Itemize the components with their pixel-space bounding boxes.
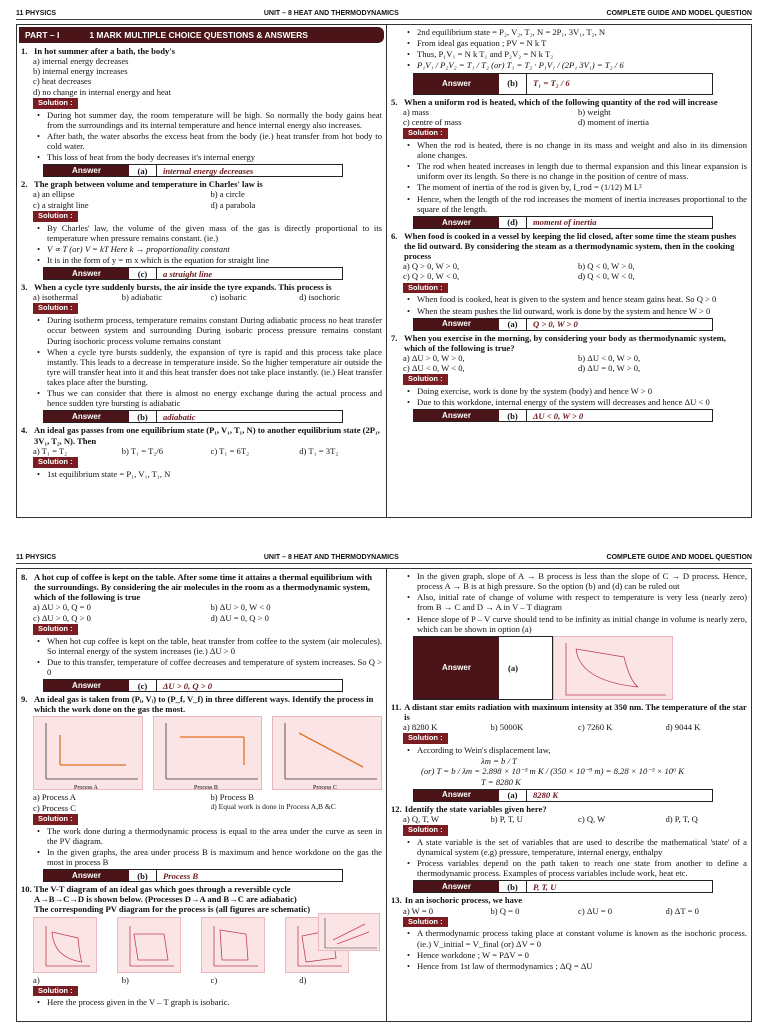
solution-label: Solution :: [403, 917, 448, 928]
solution-label: Solution :: [403, 825, 448, 836]
question-10: 10. The V-T diagram of an ideal gas which goes through a reversible cycle A→B→C→D is shown below. (Processes D→A and B→C are adiabatic) The corresponding PV diagram for the process is (all figures are schematic): [21, 884, 311, 915]
options-q2: a) an ellipse b) a circle c) a straight line d) a parabola: [33, 189, 256, 210]
equation: • V ∝ T (or) V = kT Here k → proportionality constant: [47, 244, 382, 254]
solution-q4: • 1st equilibrium state = P₁, V₁, T₁, N: [21, 469, 382, 479]
options-q4: a) T₁ = T₂ b) T₁ = T₂/6 c) T₁ = 6T₂ d) T₁ = 3T₂: [33, 445, 339, 456]
options-q8: a) ΔU > 0, Q = 0 b) ΔU > 0, W < 0 c) ΔU > 0, Q > 0 d) ΔU = 0, Q > 0: [33, 602, 271, 623]
options-q9: a) Process A b) Process B c) Process C d) Equal work is done in Process A,B &C: [33, 792, 336, 813]
page-2: [16, 552, 752, 1022]
right-column: [387, 25, 751, 517]
page-header: [16, 552, 752, 564]
options-q1: a) internal energy decreases b) internal energy increases c) heat decreases d) no change in internal energy and heat: [33, 56, 172, 97]
pv-diagram-process-b: [153, 716, 263, 790]
solution-q8: • When hot cup coffee is kept on the table, heat transfer from coffee to the system (air molecules). So internal energy of the system increases (ie.) ΔU > 0 • Due to this transfer, temperature of coffee decreases and temperature of system increases. So Q > 0: [21, 636, 382, 678]
solution-q5: • When the rod is heated, there is no change in its mass and weight and also in its dimension alone changes. • The rod when heated increases in length due to thermal expansion and this linear expansion is uniform over its length. So there is no change in the position of centre of mass. • The moment of inertia of the rod is given by, I_rod = (1/12) M L² • Hence, when the length of the rod increases the moment of inertia increases proportional to the square of the length.: [391, 140, 747, 214]
page-1: [16, 8, 752, 518]
solution-label: Solution :: [403, 283, 448, 294]
answer-box-q9: Answer (b) Process B: [43, 869, 343, 882]
solution-label: Solution :: [403, 374, 448, 385]
question-12: 12. Identify the state variables given here?: [391, 803, 547, 814]
solution-q11: • According to Wein's displacement law,: [391, 745, 747, 755]
right-column: [387, 569, 751, 1021]
header-subject: 11 PHYSICS: [16, 9, 57, 17]
answer-box-q2: Answer (c) a straight line: [43, 267, 343, 280]
options-q13: a) W = 0 b) Q = 0 c) ΔU = 0 d) ΔT = 0: [403, 905, 699, 916]
options-q5: a) mass b) weight c) centre of mass d) moment of inertia: [403, 106, 649, 127]
solution-q10-continued: • In the given graph, slope of A → B process is less than the slope of C → D process. Hence, process A → B is at high pressure. So the option (b) and (d) can be ruled out • Also, initial rate of change of volume with respect to temperature is very less (nearly zero) from B → C and D → A in V – T diagram • Hence slope of P – V curve should tend to be infinity as initial change in volume is nearly zero, which can be shown in option (a): [391, 571, 747, 634]
option-a-diagram: [33, 917, 97, 973]
solution-label: Solution :: [33, 98, 78, 109]
question-4: 4. An ideal gas passes from one equilibrium state (P₁, V₁, T₁, N) to another equilibrium state (2P₁, 3V₁, T₂, N). Then: [21, 425, 380, 446]
left-column: [17, 569, 387, 1021]
options-q3: a) isothermal b) adiabatic c) isobaric d) isochoric: [33, 292, 341, 303]
answer-box-q1: Answer (a) internal energy decreases: [43, 164, 343, 177]
answer-box-q3: Answer (b) adiabatic: [43, 410, 343, 423]
options-q10: a) b) c) d): [33, 974, 307, 985]
equation-wien: λm = b / T: [481, 756, 517, 767]
question-8: 8. A hot cup of coffee is kept on the table. After some time it attains a thermal equilibrium with the surroundings. By considering the air molecules in the room as a thermodynamic system, which of the following is true: [21, 572, 373, 603]
answer-diagram-q10: [553, 636, 673, 700]
solution-label: Solution :: [33, 457, 78, 468]
answer-box-q10: Answer (a): [413, 636, 553, 700]
solution-label: Solution :: [33, 814, 78, 825]
option-b-diagram: [117, 917, 181, 973]
answer-box-q6: Answer (a) Q > 0, W > 0: [413, 318, 713, 331]
options-q7: a) ΔU > 0, W > 0, b) ΔU < 0, W > 0, c) ΔU < 0, W < 0, d) ΔU = 0, W > 0,: [403, 352, 641, 374]
question-1: 1. In hot summer after a bath, the body's: [21, 46, 176, 57]
header-book: COMPLETE GUIDE AND MODEL QUESTION: [606, 9, 752, 17]
answer-box-q12: Answer (b) P, T, U: [413, 880, 713, 893]
pv-diagram-process-c: [272, 716, 382, 790]
part-label: PART – I: [25, 30, 60, 40]
solution-q10: • Here the process given in the V – T graph is isobaric.: [21, 997, 382, 1007]
solution-label: Solution :: [33, 986, 78, 997]
header-book: COMPLETE GUIDE AND MODEL QUESTION: [606, 553, 752, 561]
solution-q2: • By Charles' law, the volume of the given mass of the gas is directly proportional to its temperature when pressure remains constant. (ie.) • V ∝ T (or) V = kT Here k → proportionality constant • It is in the form of y = m x which is the equation for straight line: [21, 223, 382, 266]
part-banner: [19, 27, 384, 43]
options-q6: a) Q > 0, W > 0, b) Q < 0, W > 0, c) Q > 0, W < 0, d) Q < 0, W < 0,: [403, 261, 635, 282]
question-7: 7. When you exercise in the morning, by considering your body as thermodynamic system, which of the following is true?: [391, 332, 726, 353]
solution-label: Solution :: [403, 733, 448, 744]
caption-process-b: Process B: [193, 785, 218, 791]
question-3: 3. When a cycle tyre suddenly bursts, the air inside the tyre expands. This process is: [21, 282, 332, 293]
equation: • P₁V₁ / P₂V₂ = T₁ / T₂ (or) T₁ = T₂ · P₁V₁ / (2P₁ 3V₁) = T₂ / 6: [417, 60, 747, 70]
solution-q7: • Doing exercise, work is done by the system (body) and hence W > 0 • Due to this workdone, internal energy of the system will decreases and hence ΔU < 0: [391, 386, 747, 407]
answer-box-q11: Answer (a) 8280 K: [413, 789, 713, 802]
question-5: 5. When a uniform rod is heated, which of the following quantity of the rod will increase: [391, 96, 718, 107]
page-header: [16, 8, 752, 20]
header-unit: UNIT – 8 HEAT AND THERMODYNAMICS: [263, 553, 399, 561]
answer-box-q7: Answer (b) ΔU < 0, W > 0: [413, 409, 713, 422]
question-11: 11. A distant star emits radiation with maximum intensity at 350 nm. The temperature of the star is: [391, 701, 747, 722]
option-c-diagram: [201, 917, 265, 973]
equation-temperature: (or) T = b / λm = 2.898 × 10⁻³ m K / (350 × 10⁻⁹ m) = 8.28 × 10⁻³ × 10⁶ K: [421, 766, 684, 777]
solution-q3: • During isotherm process, temperature remains constant During adiabatic process no heat transfer occur between system and surrounding During isobaric process pressure remains constant During isochoric process volume remains constant • When a cycle tyre bursts suddenly, the expansion of tyre is rapid and this process take place instantly. This leads to a decrease in temperature inside. So the higher temperature air outside the tyre will transfer heat into it and this heat transfer does not take place instantly. (ie.) Heat transfer takes place after the bursting. • Thus we can consider that there is almost no energy exchange during the actual process and hence sudden tyre bursting is adiabatic: [21, 315, 382, 408]
left-column: [17, 25, 387, 517]
solution-q6: • When food is cooked, heat is given to the system and hence steam gains heat. So Q > 0 • When the steam pushes the lid outward, work is done by the system and hence W > 0: [391, 294, 747, 315]
answer-box-q8: Answer (c) ΔU > 0, Q > 0: [43, 679, 343, 692]
solution-q4-continued: • 2nd equilibrium state = P₂, V₂, T₂, N = 2P₁, 3V₁, T₂, N • From ideal gas equation ; PV = N k T • Thus, P₁V₁ = N k T₁ and P₂V₂ = N k T₂ • P₁V₁ / P₂V₂ = T₁ / T₂ (or) T₁ = T₂ · P₁V₁ / (2P₁ 3V₁) = T₂ / 6: [391, 27, 747, 71]
question-6: 6. When food is cooked in a vessel by keeping the lid closed, after some time the steam pushes the lid outward. By considering the steam as a thermodynamic system, then in the cooking process: [391, 230, 737, 262]
caption-process-c: Process C: [313, 785, 338, 791]
answer-row-q10: [413, 636, 747, 700]
header-unit: UNIT – 8 HEAT AND THERMODYNAMICS: [263, 9, 399, 17]
content-frame: [16, 24, 752, 518]
question-13: 13. In an isochoric process, we have: [391, 895, 523, 906]
pv-diagrams-q9: [21, 716, 382, 790]
solution-label: Solution :: [33, 624, 78, 635]
solution-label: Solution :: [403, 128, 448, 139]
answer-box-q4: Answer (b) T₁ = T₂ / 6: [413, 73, 713, 95]
equation-result: T = 8280 K: [481, 776, 521, 787]
question-9: 9. An ideal gas is taken from (Pᵢ, Vᵢ) to (P_f, V_f) in three different ways. Identify the process in which the work done on the gas the most.: [21, 694, 374, 715]
header-subject: 11 PHYSICS: [16, 553, 57, 561]
vt-diagram-q10: [318, 913, 380, 951]
solution-label: Solution :: [33, 211, 78, 222]
answer-box-q5: Answer (d) moment of inertia: [413, 216, 713, 229]
options-q11: a) 8280 K b) 5000K c) 7260 K d) 9044 K: [403, 722, 701, 733]
pv-diagram-process-a: [33, 716, 143, 790]
part-title: 1 MARK MULTIPLE CHOICE QUESTIONS & ANSWERS: [89, 30, 308, 40]
caption-process-a: Process A: [74, 785, 98, 791]
options-q12: a) Q, T, W b) P, T, U c) Q, W d) P, T, Q: [403, 813, 698, 824]
content-frame: [16, 568, 752, 1022]
solution-q13: • A thermodynamic process taking place at constant volume is known as the isochoric process. (ie.) V_initial = V_final (or) ΔV = 0 • Hence workdone ; W = PΔV = 0 • Hence from 1st law of thermodynamics ; ΔQ = ΔU: [391, 928, 747, 971]
solution-q9: • The work done during a thermodynamic process is equal to the area under the curve as seen in the PV diagram. • In the given graphs, the area under process B is maximum and hence workdone on the gas the most in process B: [21, 826, 382, 868]
solution-q12: • A state variable is the set of variables that are used to describe the mathematical 'state' of a dynamical system (e.g) pressure, temperature, internal energy, enthalpy • Process variables depend on the path taken to reach one state from another to define a thermodynamic process. Examples of process variables include work, heat etc.: [391, 837, 747, 879]
solution-label: Solution :: [33, 303, 78, 314]
question-2: 2. The graph between volume and temperature in Charles' law is: [21, 179, 263, 190]
solution-q1: • During hot summer day, the room temperature will be high. So normally the body gains heat from the surroundings and its internal temperature and hence internal energy also increases. • After bath, the water absorbs the excess heat from the body (ie.) heat transfer from hot body to cold water. • This loss of heat from the body decreases it's internal energy: [21, 110, 382, 163]
